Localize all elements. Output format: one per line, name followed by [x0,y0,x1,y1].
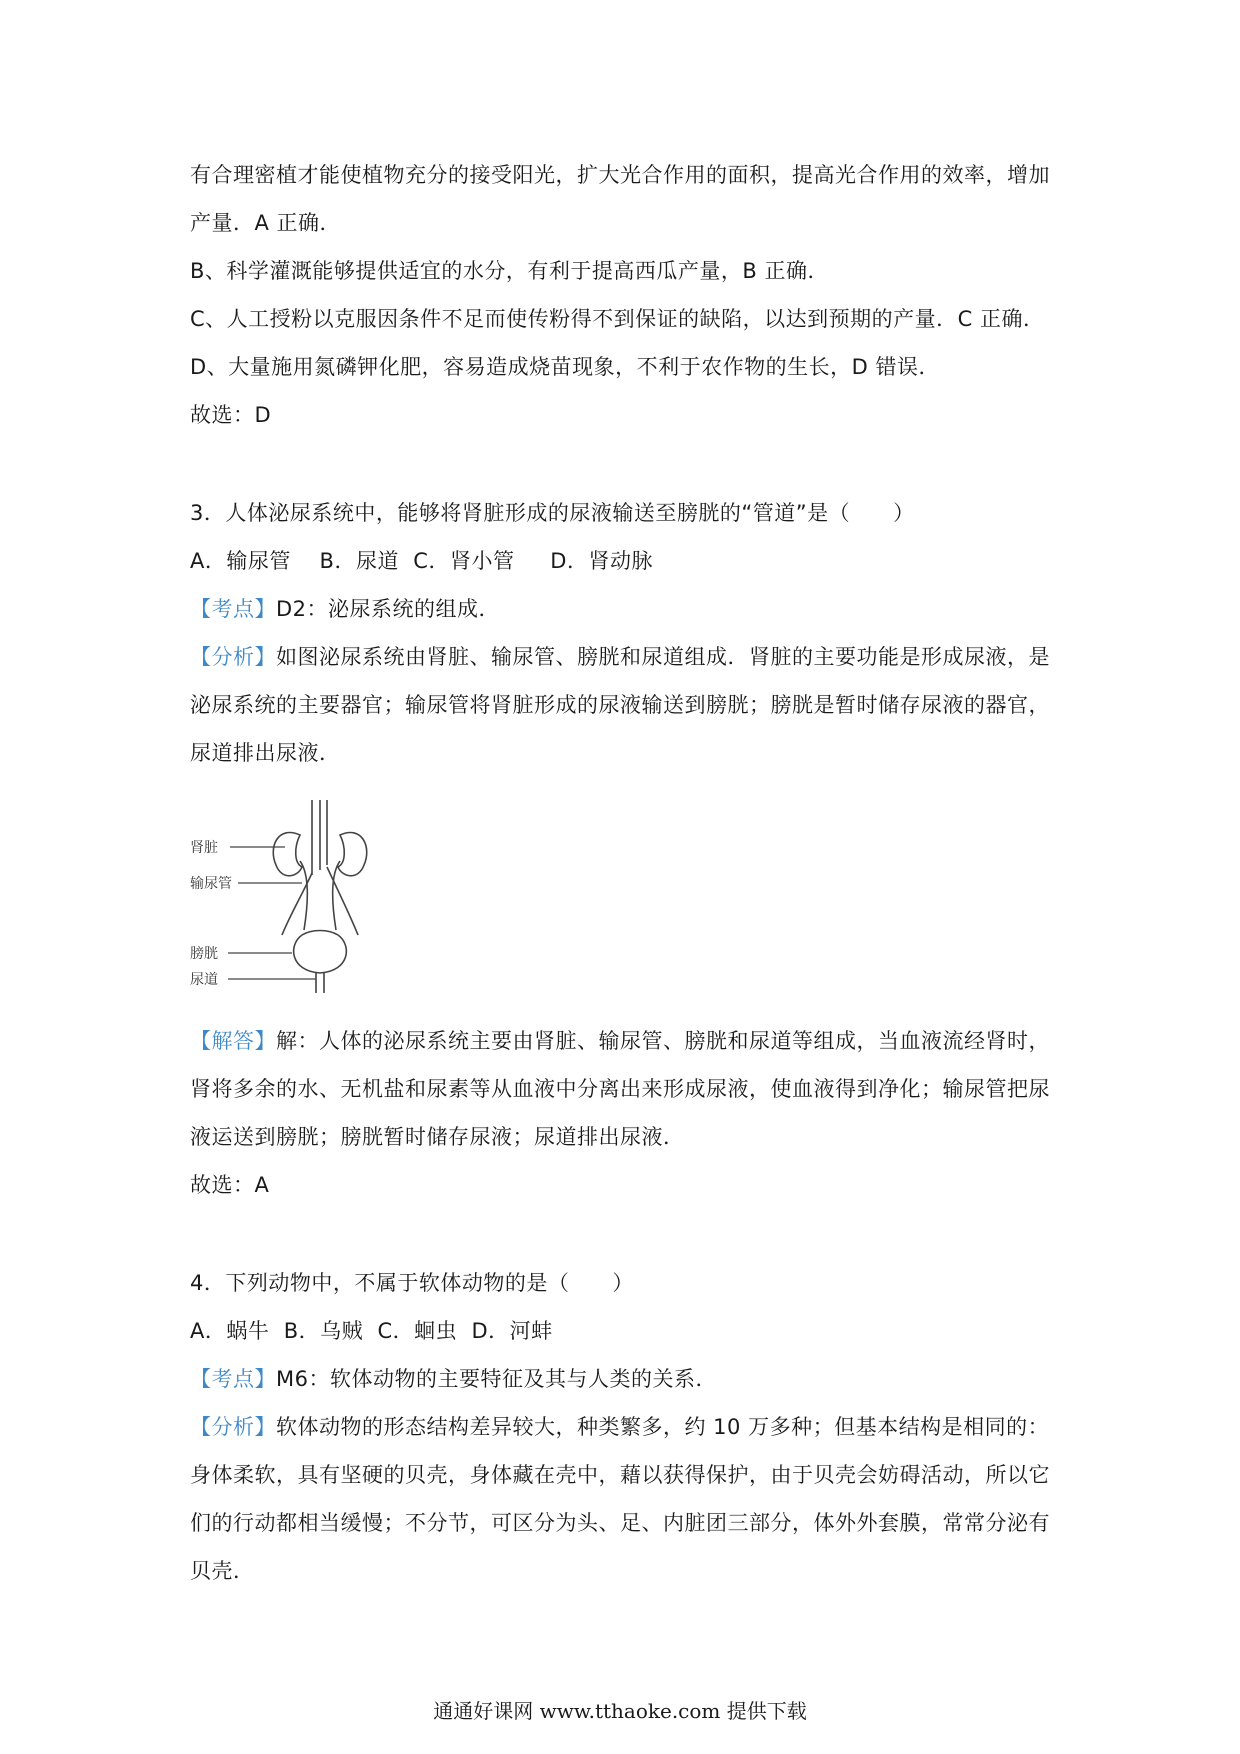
fenxi-tag: 【分析】 [190,645,276,669]
q4-kaodian-text: M6：软体动物的主要特征及其与人类的关系． [276,1367,717,1391]
q2-text-line-1: 有合理密植才能使植物充分的接受阳光，扩大光合作用的面积，提高光合作用的效率，增加 [190,163,1050,187]
kidney-label: 肾脏 [190,840,218,856]
bladder-label: 膀胱 [190,946,218,962]
q4-fenxi-text: 软体动物的形态结构差异较大，种类繁多，约 10 万多种；但基本结构是相同的： [276,1415,1050,1439]
q3-jieda-line-2: 肾将多余的水、无机盐和尿素等从血液中分离出来形成尿液，使血液得到净化；输尿管把尿 [190,1077,1050,1101]
q2-answer: 故选：D [190,403,272,427]
q2-option-c-explanation: C、人工授粉以克服因条件不足而使传粉得不到保证的缺陷，以达到预期的产量．C 正确． [190,307,1045,331]
q4-fenxi [190,1412,1070,1442]
jieda-tag: 【解答】 [190,1029,276,1053]
q4-kaodian [190,1364,1070,1394]
q3-fenxi-text: 如图泌尿系统由肾脏、输尿管、膀胱和尿道组成．肾脏的主要功能是形成尿液，是 [276,645,1050,669]
q3-fenxi-line-2: 泌尿系统的主要器官；输尿管将肾脏形成的尿液输送到膀胱；膀胱是暂时储存尿液的器官， [190,693,1050,717]
kaodian-tag: 【考点】 [190,597,276,621]
q4-fenxi-line-3: 们的行动都相当缓慢；不分节，可区分为头、足、内脏团三部分，体外外套膜，常常分泌有 [190,1511,1050,1535]
q3-jieda-text: 解：人体的泌尿系统主要由肾脏、输尿管、膀胱和尿道等组成，当血液流经肾时， [276,1029,1050,1053]
q4-fenxi-line-4: 贝壳． [190,1559,255,1583]
q3-options: A．输尿管 B．尿道 C．肾小管 D．肾动脉 [190,549,653,573]
urethra-label: 尿道 [190,972,218,988]
q2-text-line-2: 产量．A 正确． [190,211,342,235]
q2-option-b-explanation: B、科学灌溉能够提供适宜的水分，有利于提高西瓜产量，B 正确． [190,259,829,283]
fenxi-tag: 【分析】 [190,1415,276,1439]
q3-kaodian-text: D2：泌尿系统的组成． [276,597,501,621]
q3-kaodian [190,594,1070,624]
q4-fenxi-line-2: 身体柔软，具有坚硬的贝壳，身体藏在壳中，藉以获得保护，由于贝壳会妨碍活动，所以它 [190,1463,1050,1487]
q3-jieda [190,1026,1070,1056]
q4-options: A．蜗牛 B．乌贼 C．蛔虫 D．河蚌 [190,1319,553,1343]
q3-question: 3．人体泌尿系统中，能够将肾脏形成的尿液输送至膀胱的“管道”是（ ） [190,501,915,525]
urinary-system-diagram [190,795,390,1005]
q3-fenxi [190,642,1070,672]
q3-jieda-line-3: 液运送到膀胱；膀胱暂时储存尿液；尿道排出尿液． [190,1125,685,1149]
kaodian-tag: 【考点】 [190,1367,276,1391]
q4-question: 4．下列动物中，不属于软体动物的是（ ） [190,1271,634,1295]
q3-answer: 故选：A [190,1173,270,1197]
q3-fenxi-line-3: 尿道排出尿液． [190,741,341,765]
ureter-label: 输尿管 [190,876,232,892]
q2-option-d-explanation: D、大量施用氮磷钾化肥，容易造成烧苗现象，不利于农作物的生长，D 错误． [190,355,941,379]
page-footer: 通通好课网 www.tthaoke.com 提供下载 [433,1699,807,1723]
